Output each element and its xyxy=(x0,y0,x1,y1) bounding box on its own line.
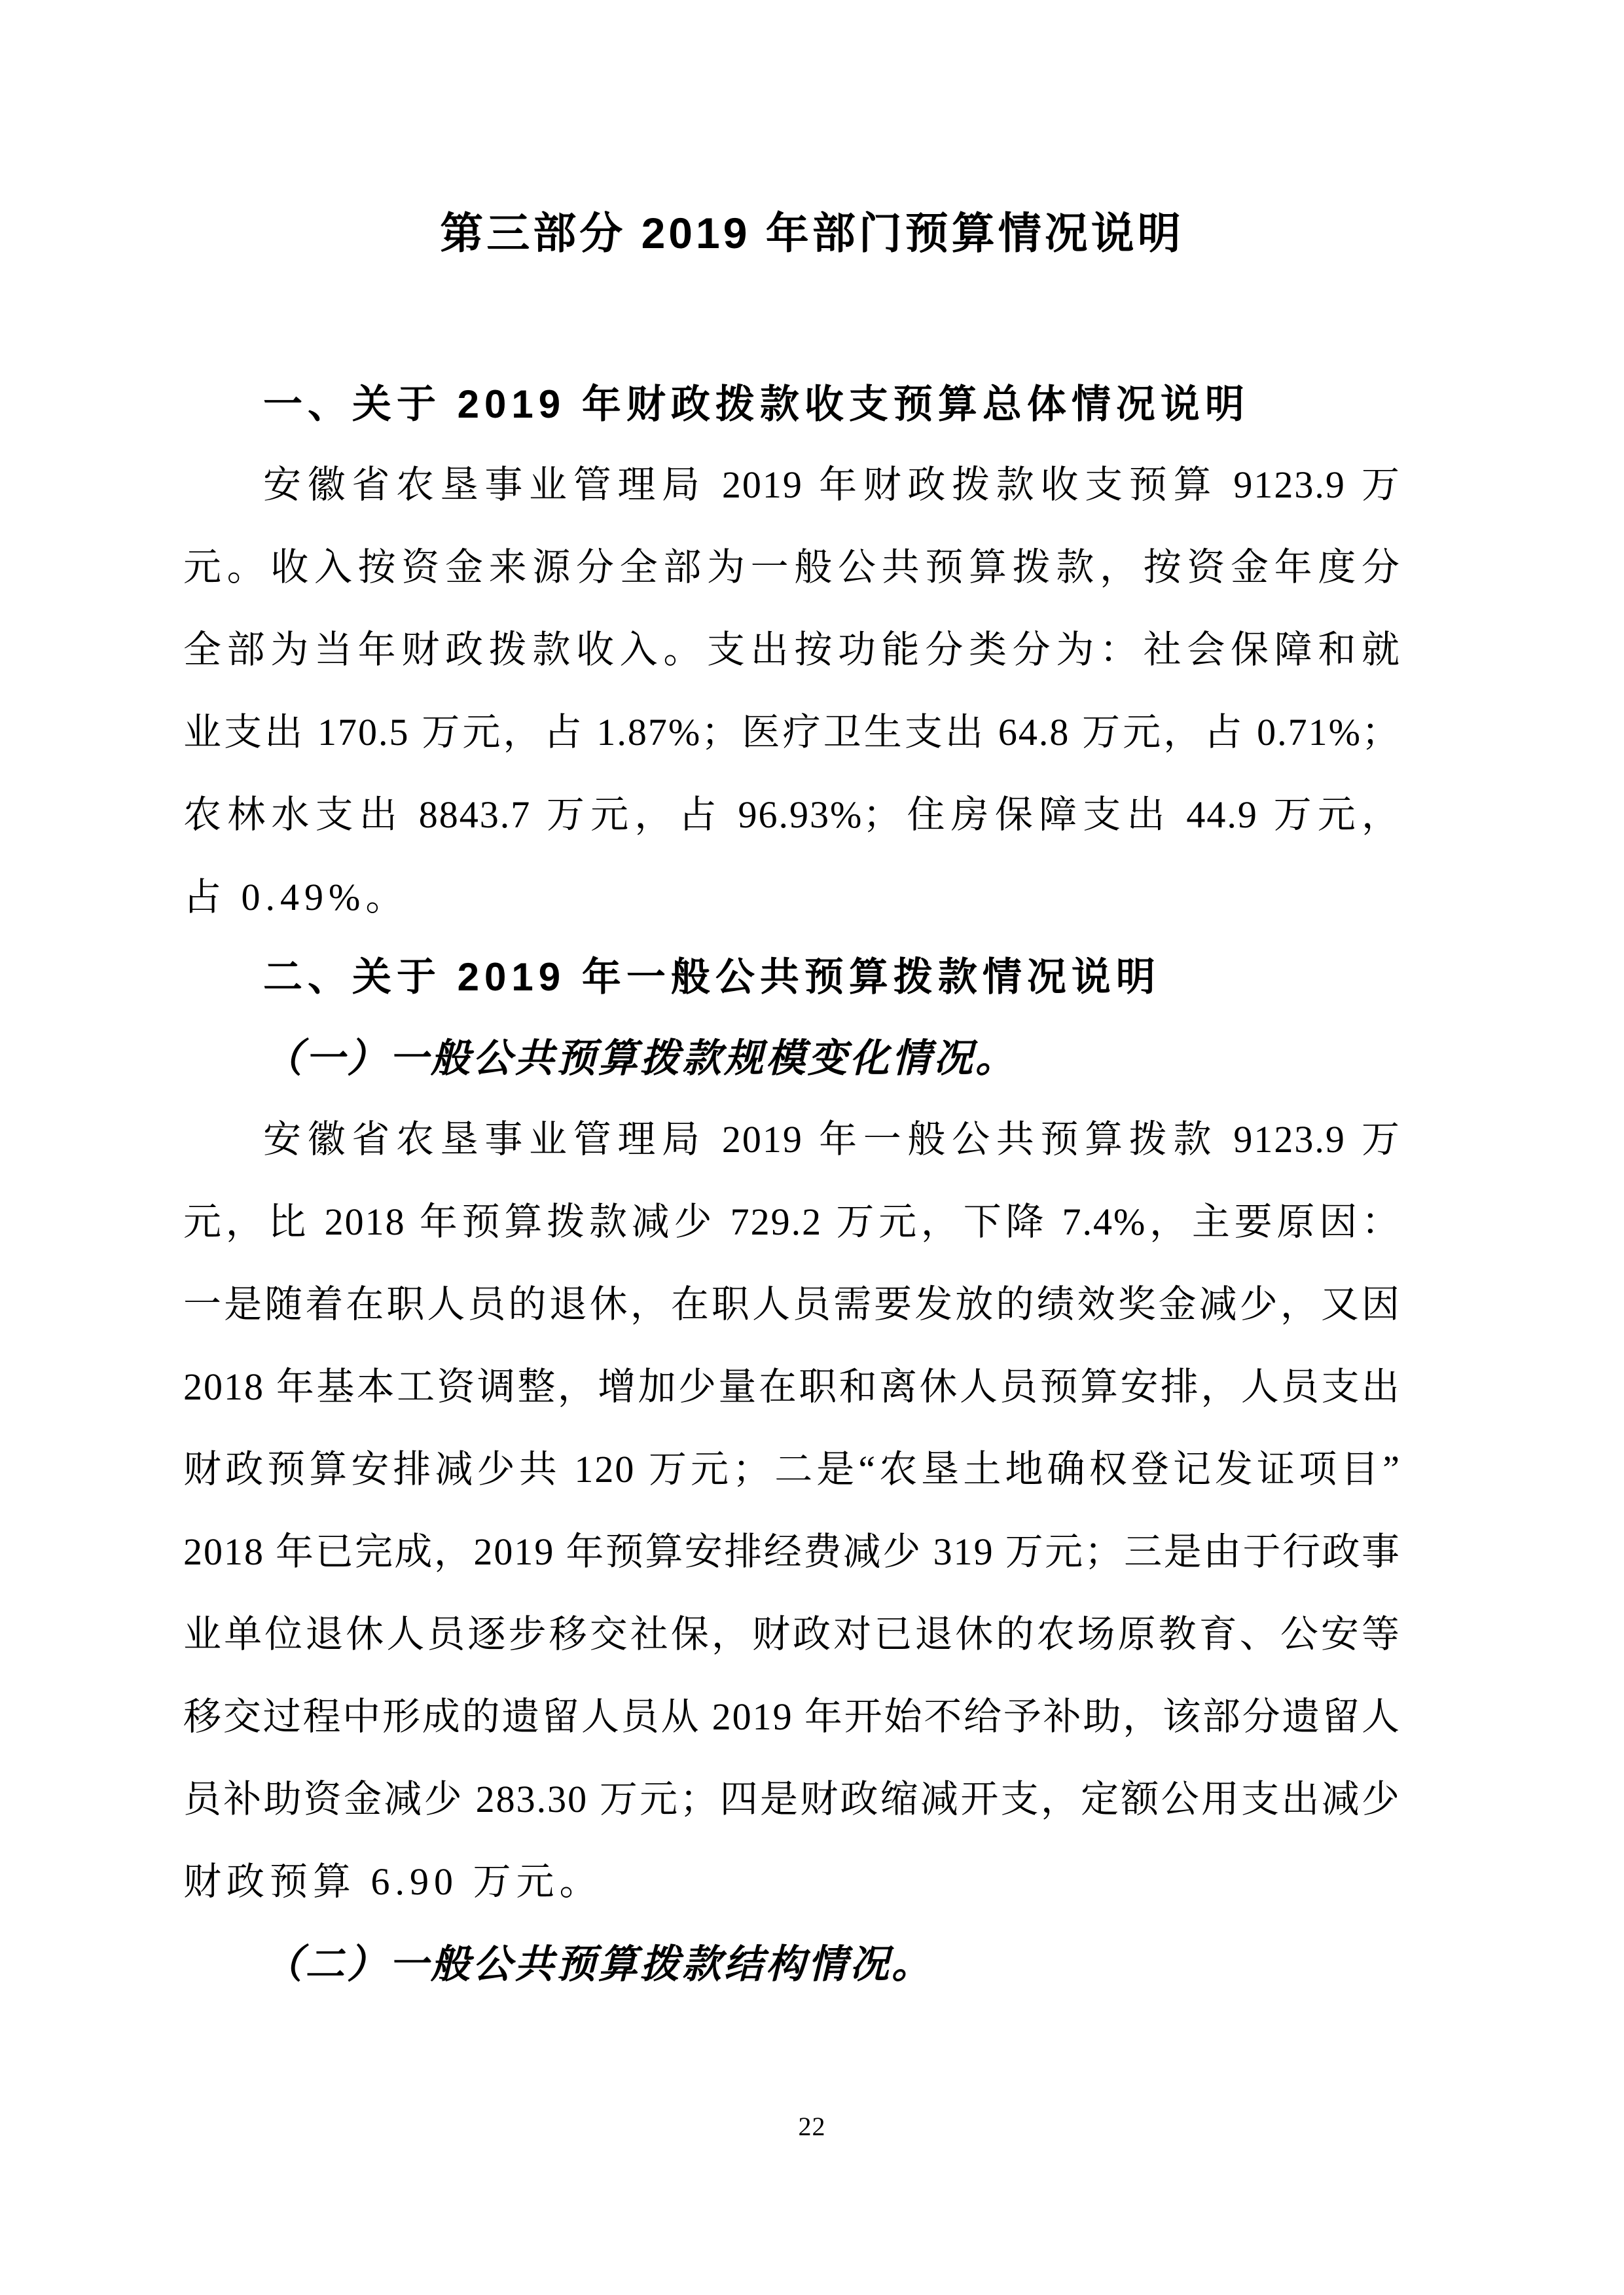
paragraph-1 xyxy=(183,444,1401,939)
paragraph-line: 员补助资金减少 283.30 万元；四是财政缩减开支，定额公用支出减少 xyxy=(183,1778,1401,1820)
section-heading-2: 二、关于 2019 年一般公共预算拨款情况说明 xyxy=(263,955,1161,999)
paragraph-line: 元，比 2018 年预算拨款减少 729.2 万元，下降 7.4%，主要原因： xyxy=(183,1201,1401,1243)
paragraph-2 xyxy=(183,1098,1401,1923)
page-number: 22 xyxy=(798,2112,826,2141)
document-title: 第三部分 2019 年部门预算情况说明 xyxy=(440,209,1184,257)
paragraph-line: 占 0.49%。 xyxy=(183,876,409,918)
subsection-heading-1: （一）一般公共预算拨款规模变化情况。 xyxy=(263,1037,1017,1080)
paragraph-line: 安徽省农垦事业管理局 2019 年一般公共预算拨款 9123.9 万 xyxy=(263,1118,1401,1161)
section-heading-1: 一、关于 2019 年财政拨款收支预算总体情况说明 xyxy=(263,382,1250,426)
paragraph-line: 移交过程中形成的遗留人员从 2019 年开始不给予补助，该部分遗留人 xyxy=(183,1695,1401,1738)
paragraph-line: 一是随着在职人员的退休，在职人员需要发放的绩效奖金减少，又因 xyxy=(183,1283,1401,1326)
paragraph-line: 安徽省农垦事业管理局 2019 年财政拨款收支预算 9123.9 万 xyxy=(263,463,1401,506)
paragraph-line: 农林水支出 8843.7 万元，占 96.93%；住房保障支出 44.9 万元， xyxy=(183,793,1401,836)
paragraph-line: 2018 年基本工资调整，增加少量在职和离休人员预算安排，人员支出 xyxy=(183,1365,1401,1408)
paragraph-line: 全部为当年财政拨款收入。支出按功能分类分为：社会保障和就 xyxy=(183,628,1401,671)
paragraph-line: 财政预算 6.90 万元。 xyxy=(183,1860,603,1903)
paragraph-line: 元。收入按资金来源分全部为一般公共预算拨款，按资金年度分 xyxy=(183,546,1401,588)
paragraph-line: 业单位退休人员逐步移交社保，财政对已退休的农场原教育、公安等 xyxy=(183,1613,1401,1655)
paragraph-line: 财政预算安排减少共 120 万元；二是“农垦土地确权登记发证项目” xyxy=(183,1448,1401,1491)
paragraph-line: 业支出 170.5 万元，占 1.87%；医疗卫生支出 64.8 万元，占 0.71%； xyxy=(183,711,1401,753)
subsection-heading-2: （二）一般公共预算拨款结构情况。 xyxy=(263,1943,933,1986)
paragraph-line: 2018 年已完成，2019 年预算安排经费减少 319 万元；三是由于行政事 xyxy=(183,1530,1401,1573)
